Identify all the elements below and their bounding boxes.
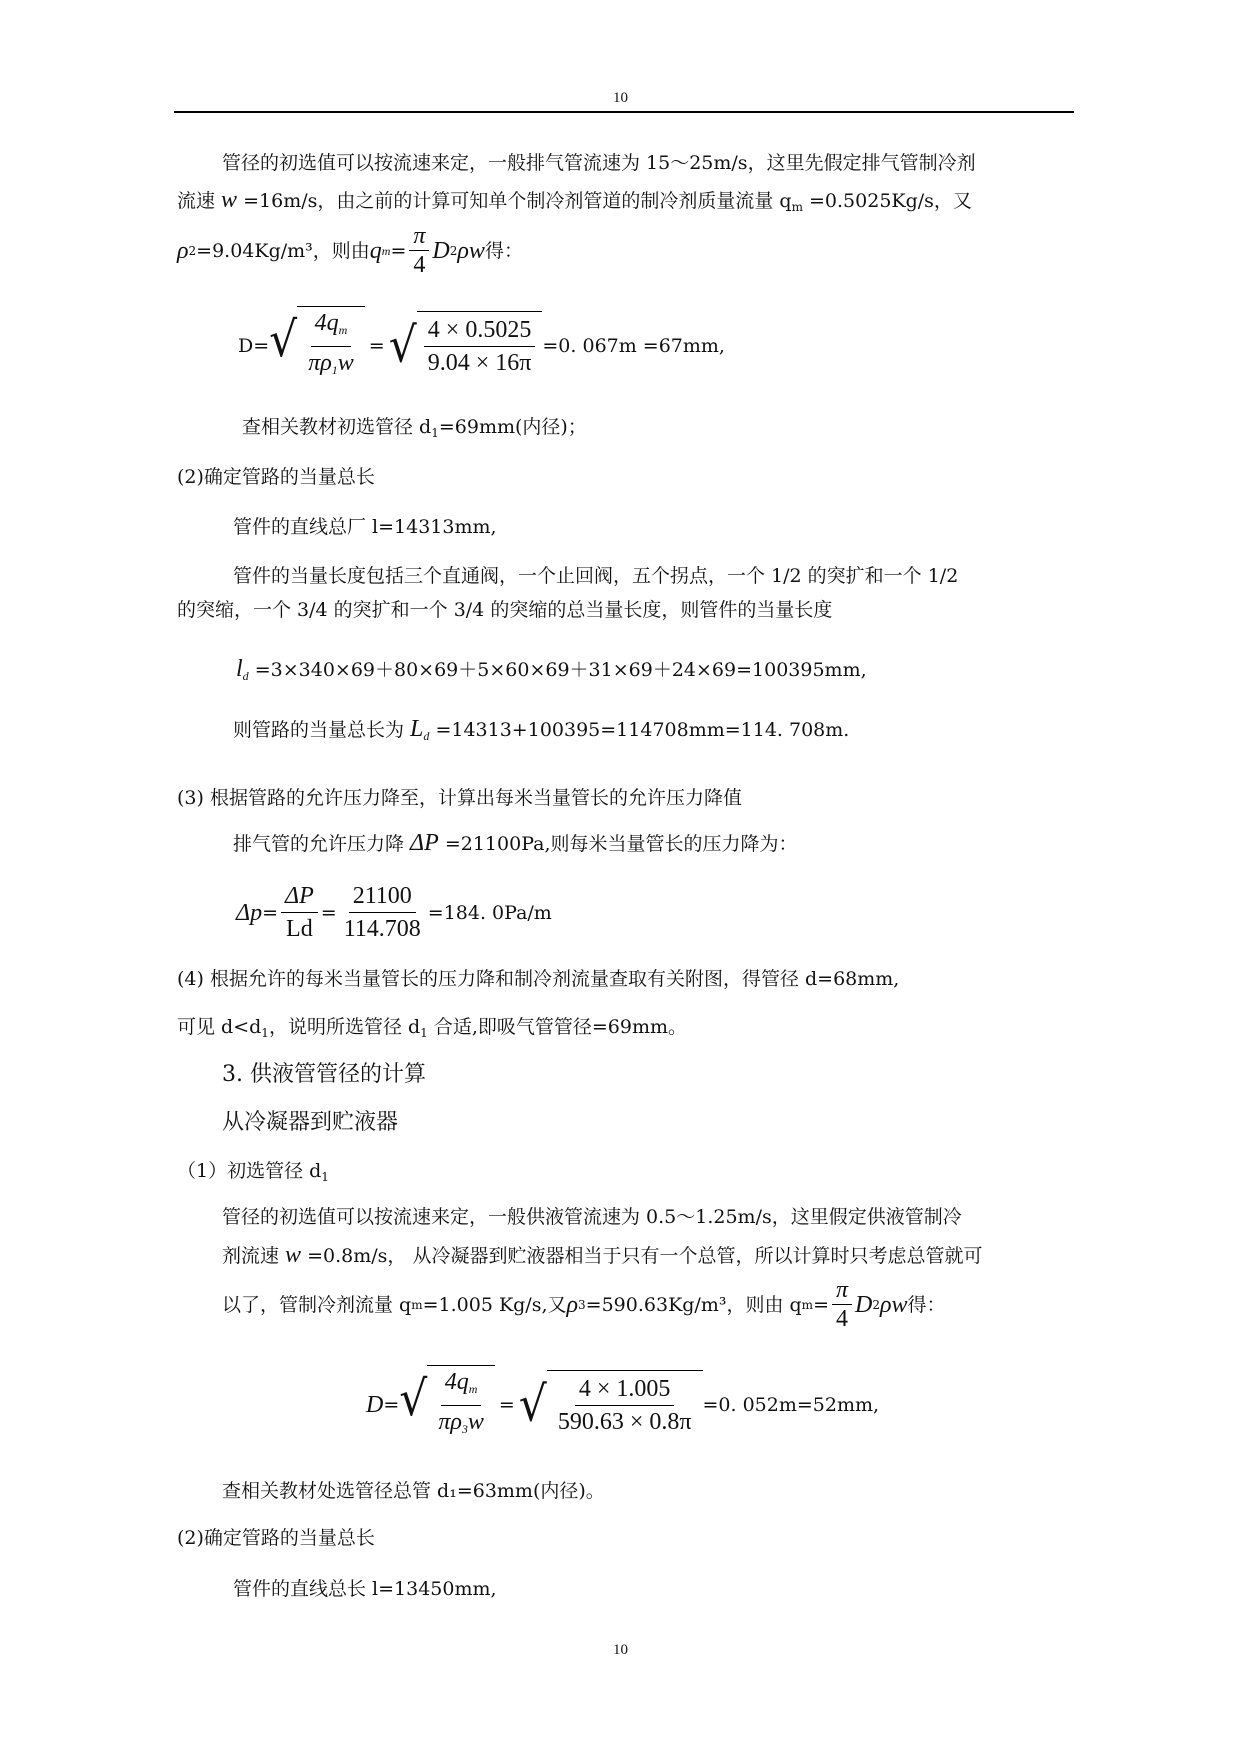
paragraph-line: 以了，管制冷剂流量 q m =1.005 Kg/s,又 ρ 3 =590.63Kg/m³，则由 q m = $\frac{\pi}{4}$ D 2 ρw 得： (222, 1277, 946, 1332)
header-rule (174, 111, 1074, 113)
paragraph-line: 则管路的当量总长为 $L_d =14313+100395=114708mm=114$. 708m. (233, 716, 850, 743)
section-heading: (4) 根据允许的每米当量管长的压力降和制冷剂流量查取有关附图，得管径 d=68mm, (177, 968, 900, 990)
sqrt-expression: √ $\frac{4q_m}{\pi\rho_3w}$ (399, 1365, 495, 1445)
paragraph-line: 排气管的允许压力降 ΔP =21100Pa,则每米当量管长的压力降为： (233, 830, 798, 856)
header-page-number: 10 (613, 90, 628, 106)
paragraph-line: 管件的直线总厂 l=14313mm, (233, 516, 497, 538)
paragraph-line: 剂流速 w =0.8m/s， 从冷凝器到贮液器相当于只有一个总管，所以计算时只考虑总管就可 (222, 1242, 983, 1268)
paragraph-line: 可见 $d<d_1$，说明所选管径 $d_1$ 合适,即吸气管管径=69mm。 (177, 1016, 687, 1040)
section-heading: (2)确定管路的当量总长 (177, 466, 375, 488)
equation-diameter-1: D= √ $\frac{4q_m}{\pi\rho_1w}$ = √ $\frac{4 \times 0.5025}{9.04 \times 16\pi}$ =0. 067m =67mm, (238, 306, 725, 386)
paragraph-line: 管径的初选值可以按流速来定，一般供液管流速为 0.5～1.25m/s，这里假定供液管制冷 (222, 1206, 962, 1228)
paragraph-line: 查相关教材处选管径总管 d₁=63mm(内径)。 (222, 1480, 605, 1502)
subsection-title: 从冷凝器到贮液器 (222, 1110, 399, 1135)
equation-diameter-2: D = √ $\frac{4q_m}{\pi\rho_3w}$ = √ $\frac{4 \times 1.005}{590.63 \times 0.8\pi}$ =0. 052m=52mm, (366, 1365, 879, 1445)
fraction-pi-over-4: $\frac{\pi}{4}$ (832, 1276, 852, 1333)
paragraph-line: 的突缩，一个 3/4 的突扩和一个 3/4 的突缩的总当量长度，则管件的当量长度 (177, 599, 833, 621)
fraction-pi-over-4: $\frac{\pi}{4}$ (409, 222, 429, 279)
paragraph-line: 管径的初选值可以按流速来定，一般排气管流速为 15～25m/s，这里先假定排气管制冷剂 (222, 152, 976, 174)
equation-equivalent-length: $l_d =3\times 340\times 69+80\times 69+5\times 60\times 69+31\times 69+24\times 69=100395mm$, (236, 656, 867, 683)
paragraph-line: 查相关教材初选管径 $d_1=69mm$(内径)； (242, 416, 587, 440)
sqrt-expression: √ $\frac{4q_m}{\pi\rho_1w}$ (269, 306, 365, 386)
paragraph-line: 流速 w =16m/s，由之前的计算可知单个制冷剂管道的制冷剂质量流量 $q_m =0.5025Kg/s$，又 (177, 187, 972, 214)
paragraph-line: 管件的直线总长 l=13450mm, (233, 1578, 497, 1600)
paragraph-line: 管件的当量长度包括三个直通阀，一个止回阀，五个拐点，一个 1/2 的突扩和一个 1/2 (233, 565, 959, 587)
section-heading: (3) 根据管路的允许压力降至，计算出每米当量管长的允许压力降值 (177, 787, 742, 809)
paragraph-line: ρ 2 =9.04Kg/m³，则由 q m = $\frac{\pi}{4}$ D 2 ρw 得： (177, 223, 523, 278)
section-heading: (2)确定管路的当量总长 (177, 1527, 375, 1549)
section-title: 3. 供液管管径的计算 (222, 1062, 426, 1087)
section-heading: （1）初选管径 $d_1$ (177, 1160, 329, 1184)
sqrt-expression: √ $\frac{4 \times 1.005}{590.63 \times 0.8\pi}$ (519, 1370, 703, 1440)
sqrt-expression: √ $\frac{4 \times 0.5025}{9.04 \times 16\pi}$ (389, 311, 543, 381)
equation-pressure-drop: Δp = $\frac{\Delta P}{Ld}$ = $\frac{21100}{114.708}$ =184. 0Pa/m (236, 880, 552, 945)
footer-page-number: 10 (613, 1642, 628, 1658)
